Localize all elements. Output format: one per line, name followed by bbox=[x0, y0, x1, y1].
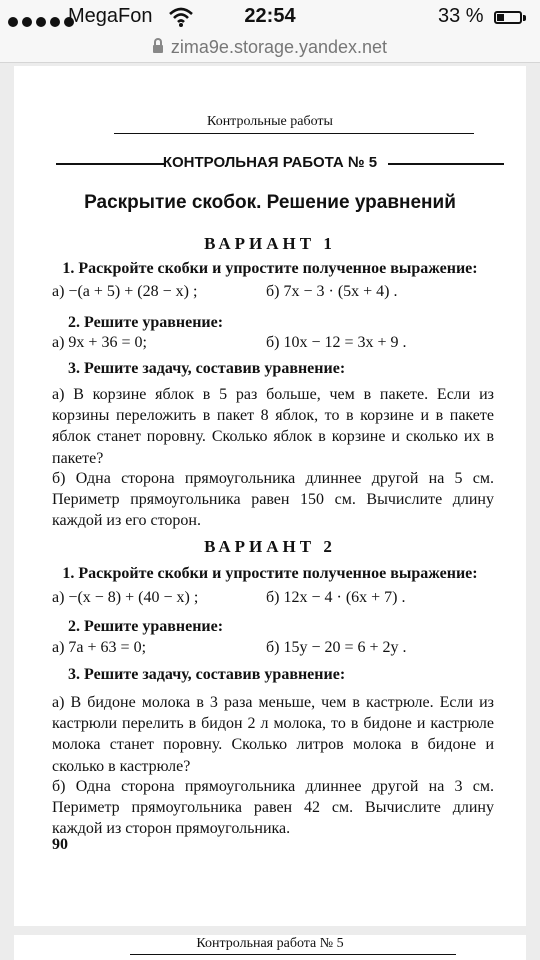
url-text: zima9e.storage.yandex.net bbox=[170, 37, 388, 57]
clock: 22:54 bbox=[244, 5, 296, 27]
section-title: КОНТРОЛЬНАЯ РАБОТА № 5 bbox=[162, 154, 378, 171]
v1-task3-part-b: б) Одна сторона прямоугольника длиннее другой на 5 см. Периметр прямоугольника равен 150 см. Вычислите длину каждой из его сторон. bbox=[52, 470, 494, 530]
v1-task2-option-b: б) 10x − 12 = 3x + 9 . bbox=[266, 334, 407, 351]
v1-task2-text: 2. Решите уравнение: bbox=[68, 314, 224, 331]
carrier-name: MegaFon bbox=[68, 5, 153, 27]
battery-percentage: 33 % bbox=[438, 5, 484, 27]
v2-task3-text: 3. Решите задачу, составив уравнение: bbox=[68, 666, 346, 683]
battery-tip bbox=[523, 15, 526, 21]
running-head: Контрольные работы bbox=[207, 114, 333, 129]
battery-level bbox=[497, 14, 504, 21]
page-number: 90 bbox=[52, 836, 68, 853]
v2-task1-option-a: а) −(x − 8) + (40 − x) ; bbox=[52, 589, 199, 606]
address-bar[interactable] bbox=[0, 36, 540, 63]
next-page-rule bbox=[130, 954, 456, 955]
v2-task2-option-a: а) 7a + 63 = 0; bbox=[52, 639, 147, 656]
v2-task1-option-b: б) 12x − 4 · (6x + 7) . bbox=[266, 589, 406, 606]
v2-task3-part-a: а) В бидоне молока в 3 раза меньше, чем в кастрюле. Если из кастрюли перелить в бидон 2 л молока, то в бидоне и кастрюле молока станет поровну. Сколько литров молока в бидоне и сколько в кастрюле? bbox=[52, 694, 494, 775]
page-title: Раскрытие скобок. Решение уравнений bbox=[84, 192, 456, 213]
v1-task1-option-b: б) 7x − 3 · (5x + 4) . bbox=[266, 283, 398, 300]
variant-1-heading: ВАРИАНТ 1 bbox=[204, 234, 336, 253]
v1-task1-text: 1. Раскройте скобки и упростите полученное выражение: bbox=[62, 260, 478, 277]
battery-icon bbox=[494, 11, 522, 24]
variant-2-heading: ВАРИАНТ 2 bbox=[204, 537, 336, 556]
v1-task2-option-a: а) 9x + 36 = 0; bbox=[52, 334, 147, 351]
v2-task2-text: 2. Решите уравнение: bbox=[68, 618, 224, 635]
section-rule-right bbox=[388, 163, 504, 165]
status-bar bbox=[0, 0, 540, 36]
document-page bbox=[14, 66, 526, 926]
header-rule bbox=[114, 133, 474, 134]
v2-task3-part-b: б) Одна сторона прямоугольника длиннее другой на 3 см. Периметр прямоугольника равен 42 см. Вычислите длину каждой из сторон прямоугольника. bbox=[52, 778, 494, 838]
v1-task3-part-a: а) В корзине яблок в 5 раз больше, чем в пакете. Если из корзины переложить в пакет 8 яблок, то в корзине и в пакете яблок станет поровну. Сколько яблок в корзине и сколько их в пакете? bbox=[52, 386, 494, 467]
lock-icon bbox=[153, 45, 163, 53]
v2-task2-option-b: б) 15y − 20 = 6 + 2y . bbox=[266, 639, 407, 656]
v1-task1-option-a: а) −(a + 5) + (28 − x) ; bbox=[52, 283, 198, 300]
v1-task3-text: 3. Решите задачу, составив уравнение: bbox=[68, 360, 346, 377]
v2-task1-text: 1. Раскройте скобки и упростите полученное выражение: bbox=[62, 565, 478, 582]
next-page-running-head: Контрольная работа № 5 bbox=[196, 936, 344, 951]
next-page bbox=[14, 935, 526, 960]
